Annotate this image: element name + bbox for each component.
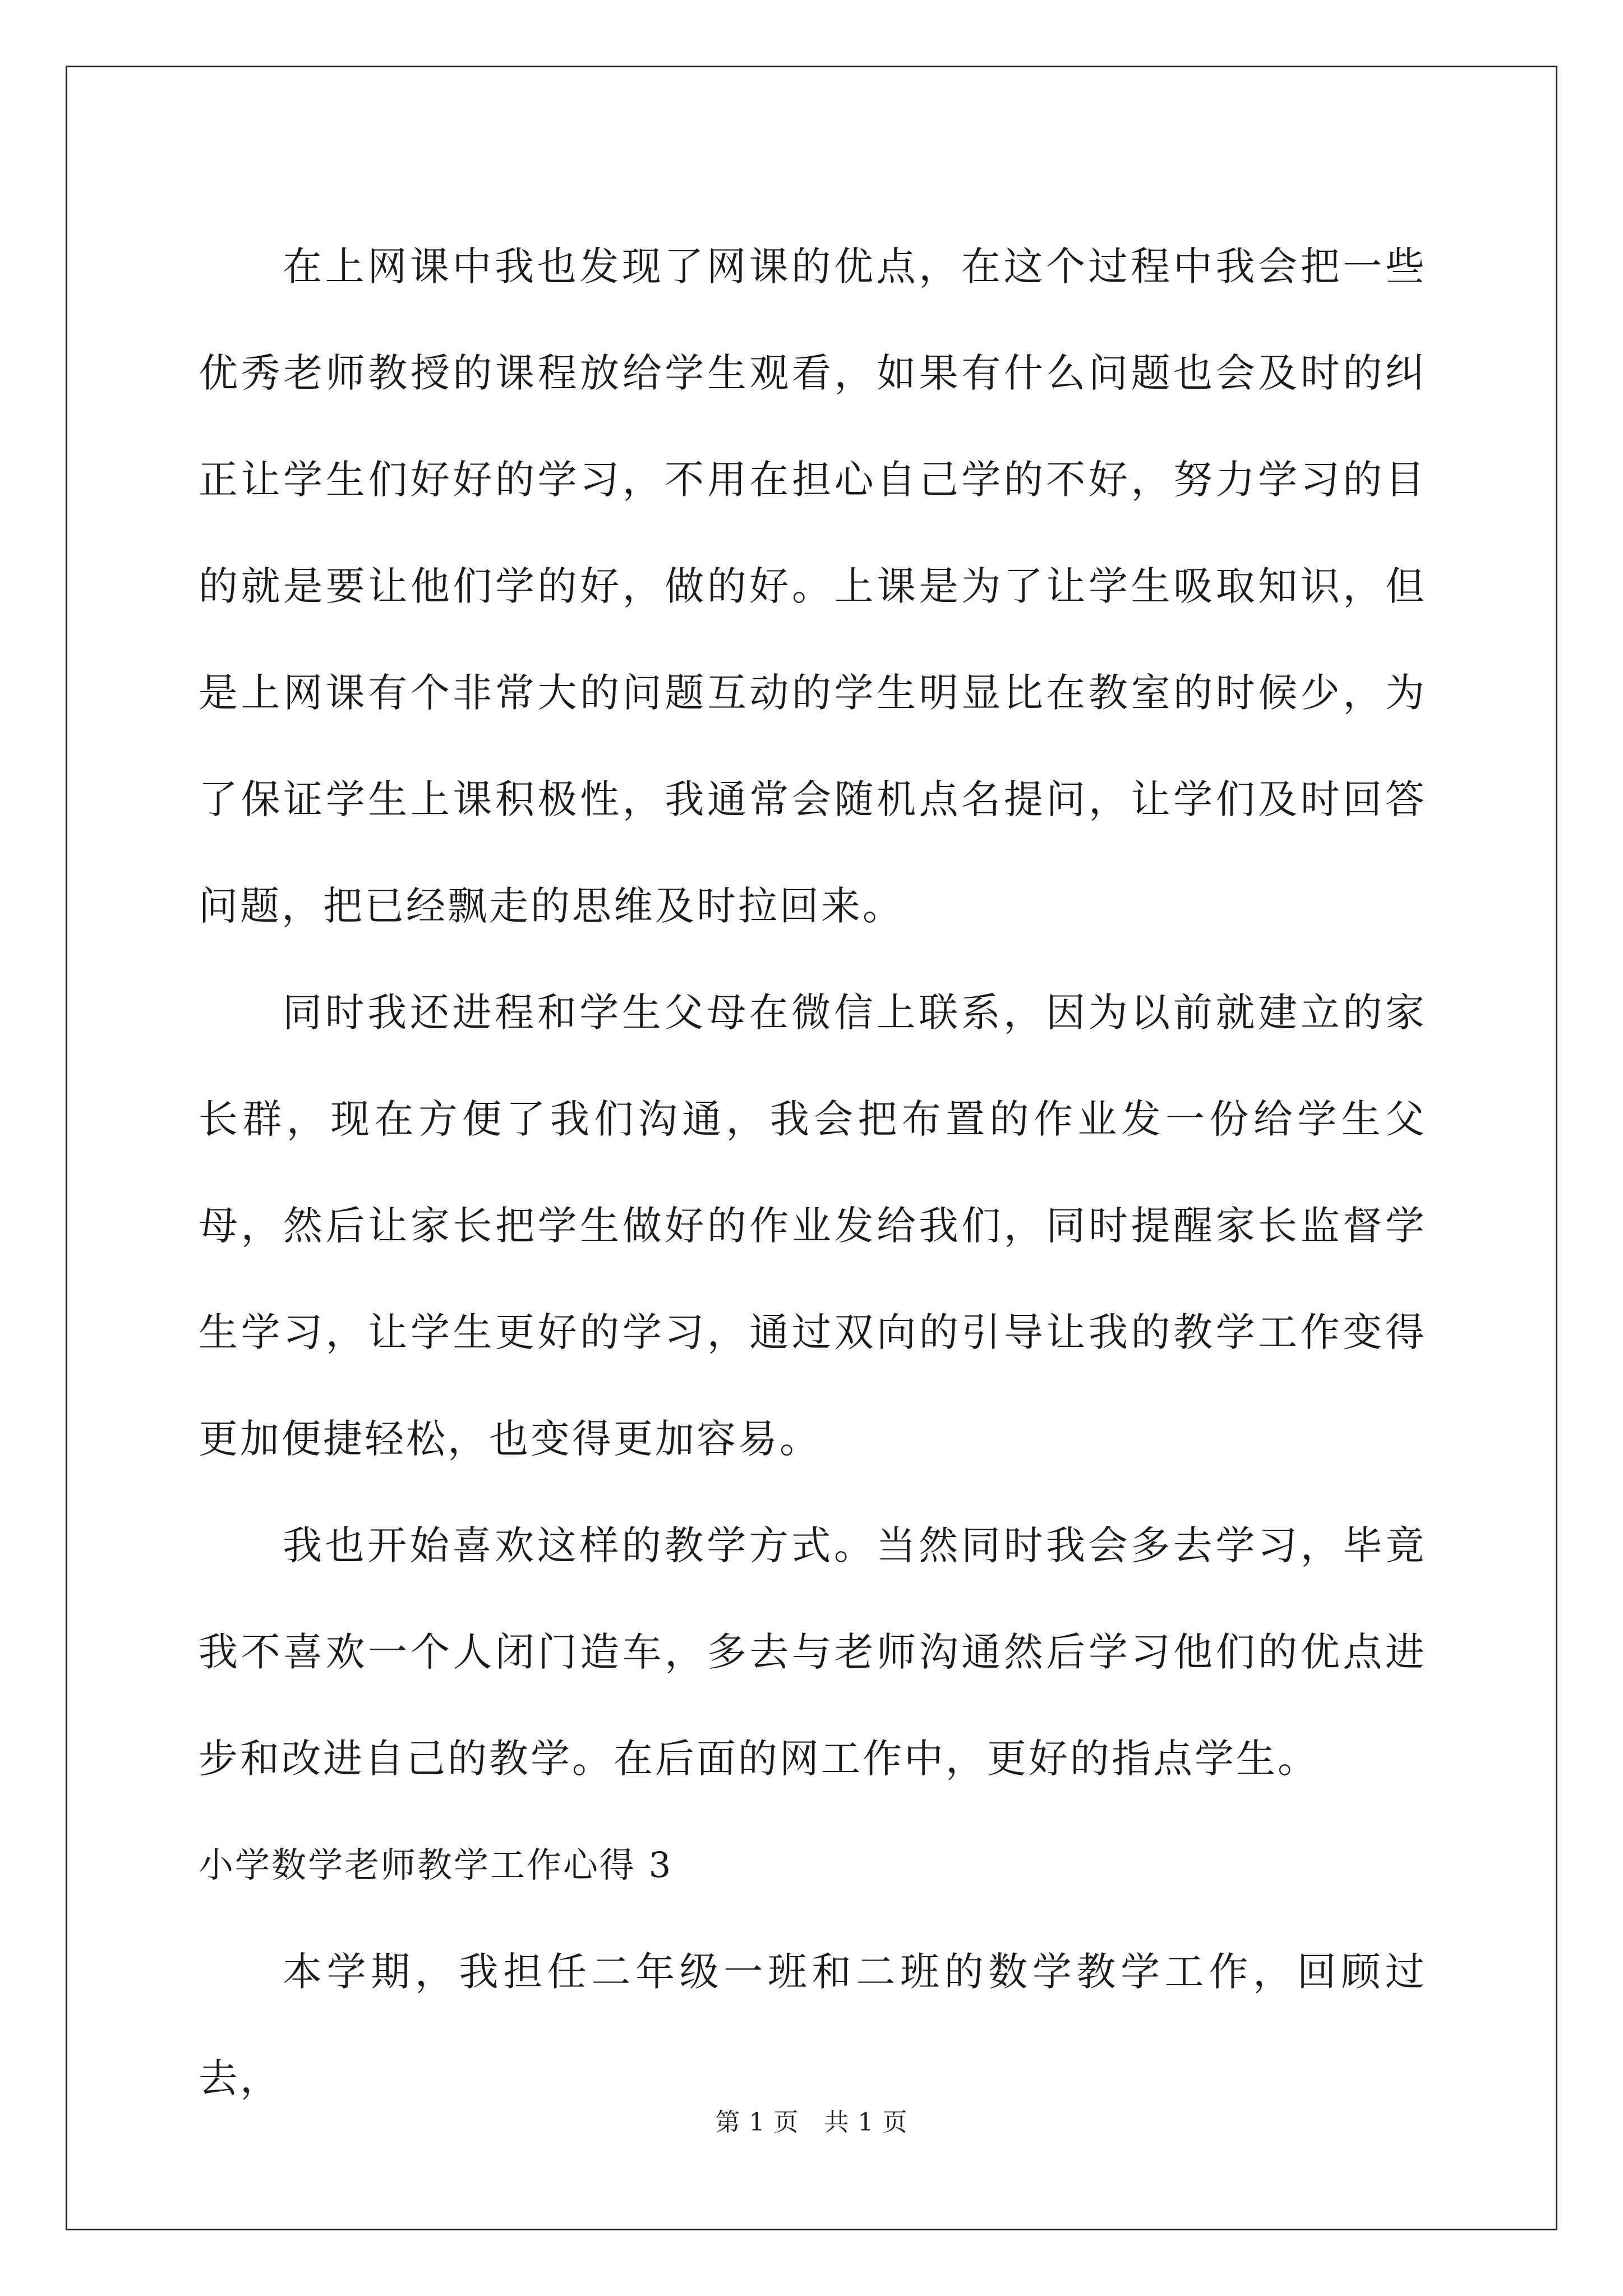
paragraph-teaching-style: 我也开始喜欢这样的教学方式。当然同时我会多去学习，毕竟我不喜欢一个人闭门造车，多去与老师沟通然后学习他们的优点进步和改进自己的教学。在后面的网工作中，更好的指点学生。: [199, 1522, 1427, 1782]
paragraph-online-class-advantages: 在上网课中我也发现了网课的优点，在这个过程中我会把一些优秀老师教授的课程放给学生观看，如果有什么问题也会及时的纠正让学生们好好的学习，不用在担心自己学的不好，努力学习的目的就是要让他们学的好，做的好。上课是为了让学生吸取知识，但是上网课有个非常大的问题互动的学生明显比在教室的时候少，为了保证学生上课积极性，我通常会随机点名提问，让学们及时回答问题，把已经飘走的思维及时拉回来。: [199, 243, 1427, 929]
document-body: [199, 213, 1427, 2132]
paragraph-semester-intro: 本学期，我担任二年级一班和二班的数学教学工作，回顾过去，: [199, 1949, 1427, 2101]
page-number-label: 第 1 页 共 1 页: [715, 2108, 908, 2137]
page-footer: [0, 2102, 1623, 2138]
paragraph-parent-communication: 同时我还进程和学生父母在微信上联系，因为以前就建立的家长群，现在方便了我们沟通，我会把布置的作业发一份给学生父母，然后让家长把学生做好的作业发给我们，同时提醒家长监督学生学习，让学生更好的学习，通过双向的引导让我的教学工作变得更加便捷轻松，也变得更加容易。: [199, 990, 1427, 1462]
section-heading: 小学数学老师教学工作心得 3: [199, 1844, 673, 1885]
